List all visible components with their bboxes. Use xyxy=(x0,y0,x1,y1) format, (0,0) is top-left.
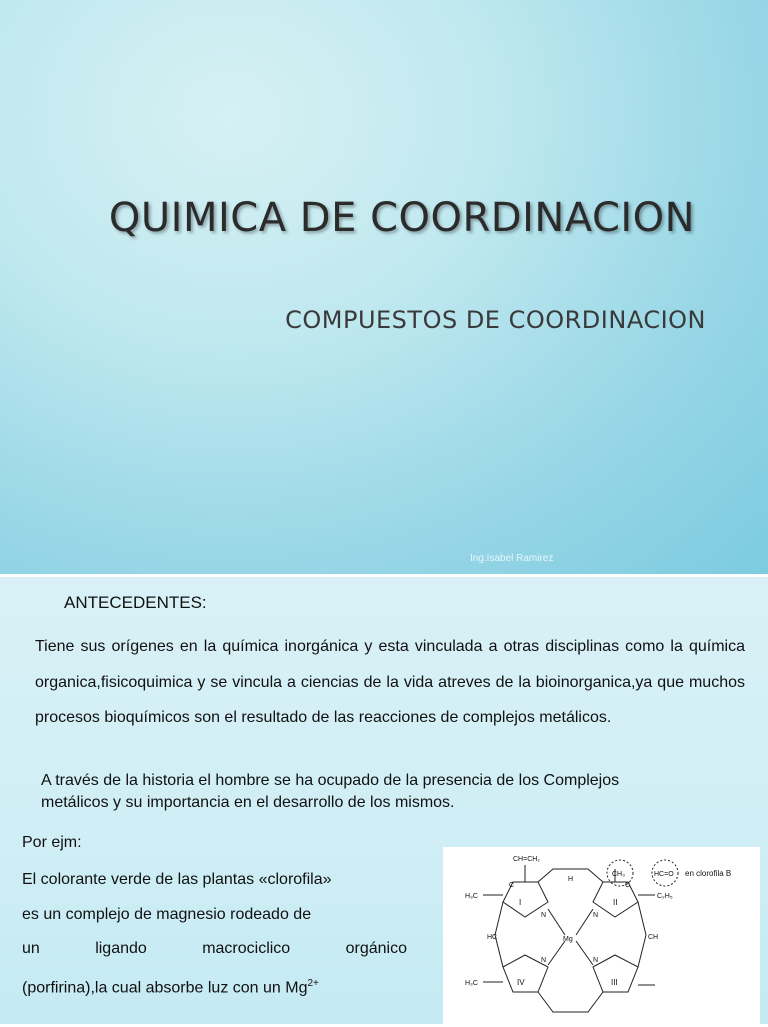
author-credit: Ing.Isabel Ramirez xyxy=(470,553,554,564)
example-line-3 xyxy=(22,932,407,967)
carbon-label: C xyxy=(509,882,515,889)
clorofila-b-label: en clorofila B xyxy=(685,869,732,878)
nitrogen-label: N xyxy=(593,957,599,964)
nitrogen-label: N xyxy=(541,912,547,919)
vinyl-label: CH=CH₂ xyxy=(513,856,541,863)
methyl-left-label: H₃C xyxy=(465,893,478,900)
ring-iv-label: IV xyxy=(517,978,525,987)
charge-superscript: 2+ xyxy=(307,977,319,989)
ring-ii-label: II xyxy=(613,898,618,907)
content-slide xyxy=(0,577,768,1024)
paragraph-origins: Tiene sus orígenes en la química inorgánica y esta vinculada a otras disciplinas como la química organica,fisicoquimica y se vincula a ciencias de la vida atreves de la bioinorganica,ya que muchos procesos bioquímicos son el resultado de las reacciones de complejos metálicos. xyxy=(35,638,745,726)
ethyl-label: C₂H₅ xyxy=(657,893,673,900)
example-line-1: El colorante verde de las plantas «clorofila» xyxy=(22,871,332,888)
slide-title: QUIMICA DE COORDINACION xyxy=(108,195,696,241)
slide-subtitle: COMPUESTOS DE COORDINACION xyxy=(285,306,706,334)
paragraph-history: A través de la historia el hombre se ha ocupado de la presencia de los Complejos metálicos y su importancia en el desarrollo de los mismos. xyxy=(41,772,620,811)
example-line-2: es un complejo de magnesio rodeado de xyxy=(22,905,312,923)
magnesium-label: Mg xyxy=(563,936,573,943)
example-text xyxy=(22,863,407,1005)
methine-right-label: CH xyxy=(648,934,659,941)
methine-left-label: HC xyxy=(487,934,498,941)
word: un xyxy=(22,940,40,957)
ring-iii-label: III xyxy=(611,978,618,987)
example-label: Por ejm: xyxy=(22,834,82,851)
porphyrin-diagram xyxy=(443,847,760,1027)
word: macrociclico xyxy=(202,940,291,957)
nitrogen-label: N xyxy=(593,912,599,919)
section-heading: ANTECEDENTES: xyxy=(64,593,207,612)
formyl-label: HC=O xyxy=(654,871,674,878)
methyl-label: CH₃ xyxy=(612,871,625,878)
nitrogen-label: N xyxy=(541,957,547,964)
hydrogen-label: H xyxy=(568,876,574,883)
ring-i-label: I xyxy=(519,898,522,907)
word: ligando xyxy=(95,940,147,957)
example-line-4 xyxy=(22,967,407,1006)
methyl-lower-label: H₃C xyxy=(465,980,478,987)
line-4-text: (porfirina),la cual absorbe luz con un Mg xyxy=(22,978,308,996)
word: orgánico xyxy=(345,940,407,957)
chlorophyll-structure-figure xyxy=(443,847,760,1027)
carbon-label: C xyxy=(625,882,631,889)
